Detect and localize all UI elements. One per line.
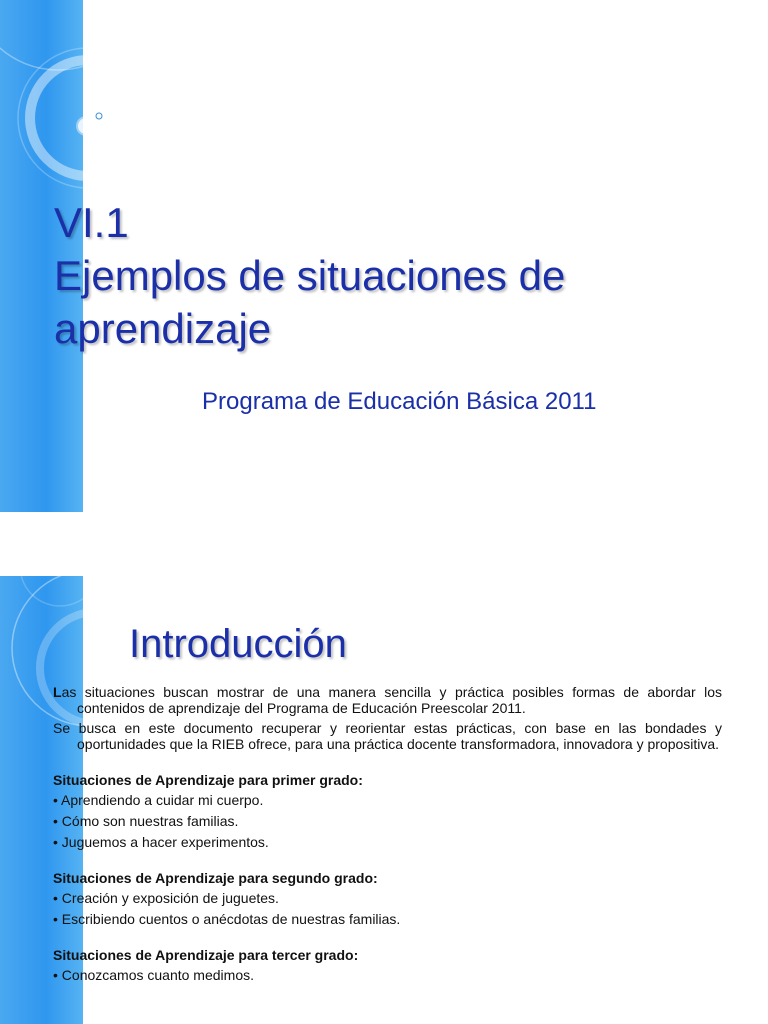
group-title: Situaciones de Aprendizaje para segundo grado:	[53, 870, 378, 886]
paragraph	[53, 720, 722, 752]
title-line-3: aprendizaje	[54, 305, 272, 352]
title-line-2: Ejemplos de situaciones de	[54, 252, 566, 299]
group-title: Situaciones de Aprendizaje para tercer grado:	[53, 947, 359, 963]
list-item: • Conozcamos cuanto medimos.	[53, 967, 254, 983]
grade-group-second	[53, 870, 722, 927]
small-bubble	[95, 112, 103, 120]
list-item: • Juguemos a hacer experimentos.	[53, 834, 269, 850]
list-item: • Cómo son nuestras familias.	[53, 813, 239, 829]
situation-list	[53, 967, 722, 983]
slide-subtitle: Programa de Educación Básica 2011	[202, 388, 597, 415]
paragraph-initial: L	[53, 684, 62, 700]
paragraph	[53, 684, 722, 716]
slide-introduction	[0, 576, 768, 1024]
title-line-1: VI.1	[54, 199, 129, 246]
group-title: Situaciones de Aprendizaje para primer grado:	[53, 772, 363, 788]
slide-title-heading	[54, 196, 754, 355]
list-item: • Creación y exposición de juguetes.	[53, 890, 279, 906]
paragraph-text: as situaciones buscan mostrar de una manera sencilla y práctica posibles formas de abordar los contenidos de aprendizaje del Programa de Educación Preescolar 2011.	[61, 684, 722, 716]
situation-list	[53, 792, 722, 850]
slide-separator	[0, 512, 768, 576]
introduction-heading: Introducción	[129, 622, 347, 666]
list-item: • Aprendiendo a cuidar mi cuerpo.	[53, 792, 264, 808]
introduction-body	[53, 684, 722, 988]
paragraph-text: Se busca en este documento recuperar y reorientar estas prácticas, con base en las bondades y oportunidades que la RIEB ofrece, para una práctica docente transformadora, innovadora y propositiva.	[53, 720, 722, 752]
list-item: • Escribiendo cuentos o anécdotas de nuestras familias.	[53, 911, 401, 927]
situation-list	[53, 890, 722, 927]
grade-group-first	[53, 772, 722, 850]
grade-group-third	[53, 947, 722, 983]
